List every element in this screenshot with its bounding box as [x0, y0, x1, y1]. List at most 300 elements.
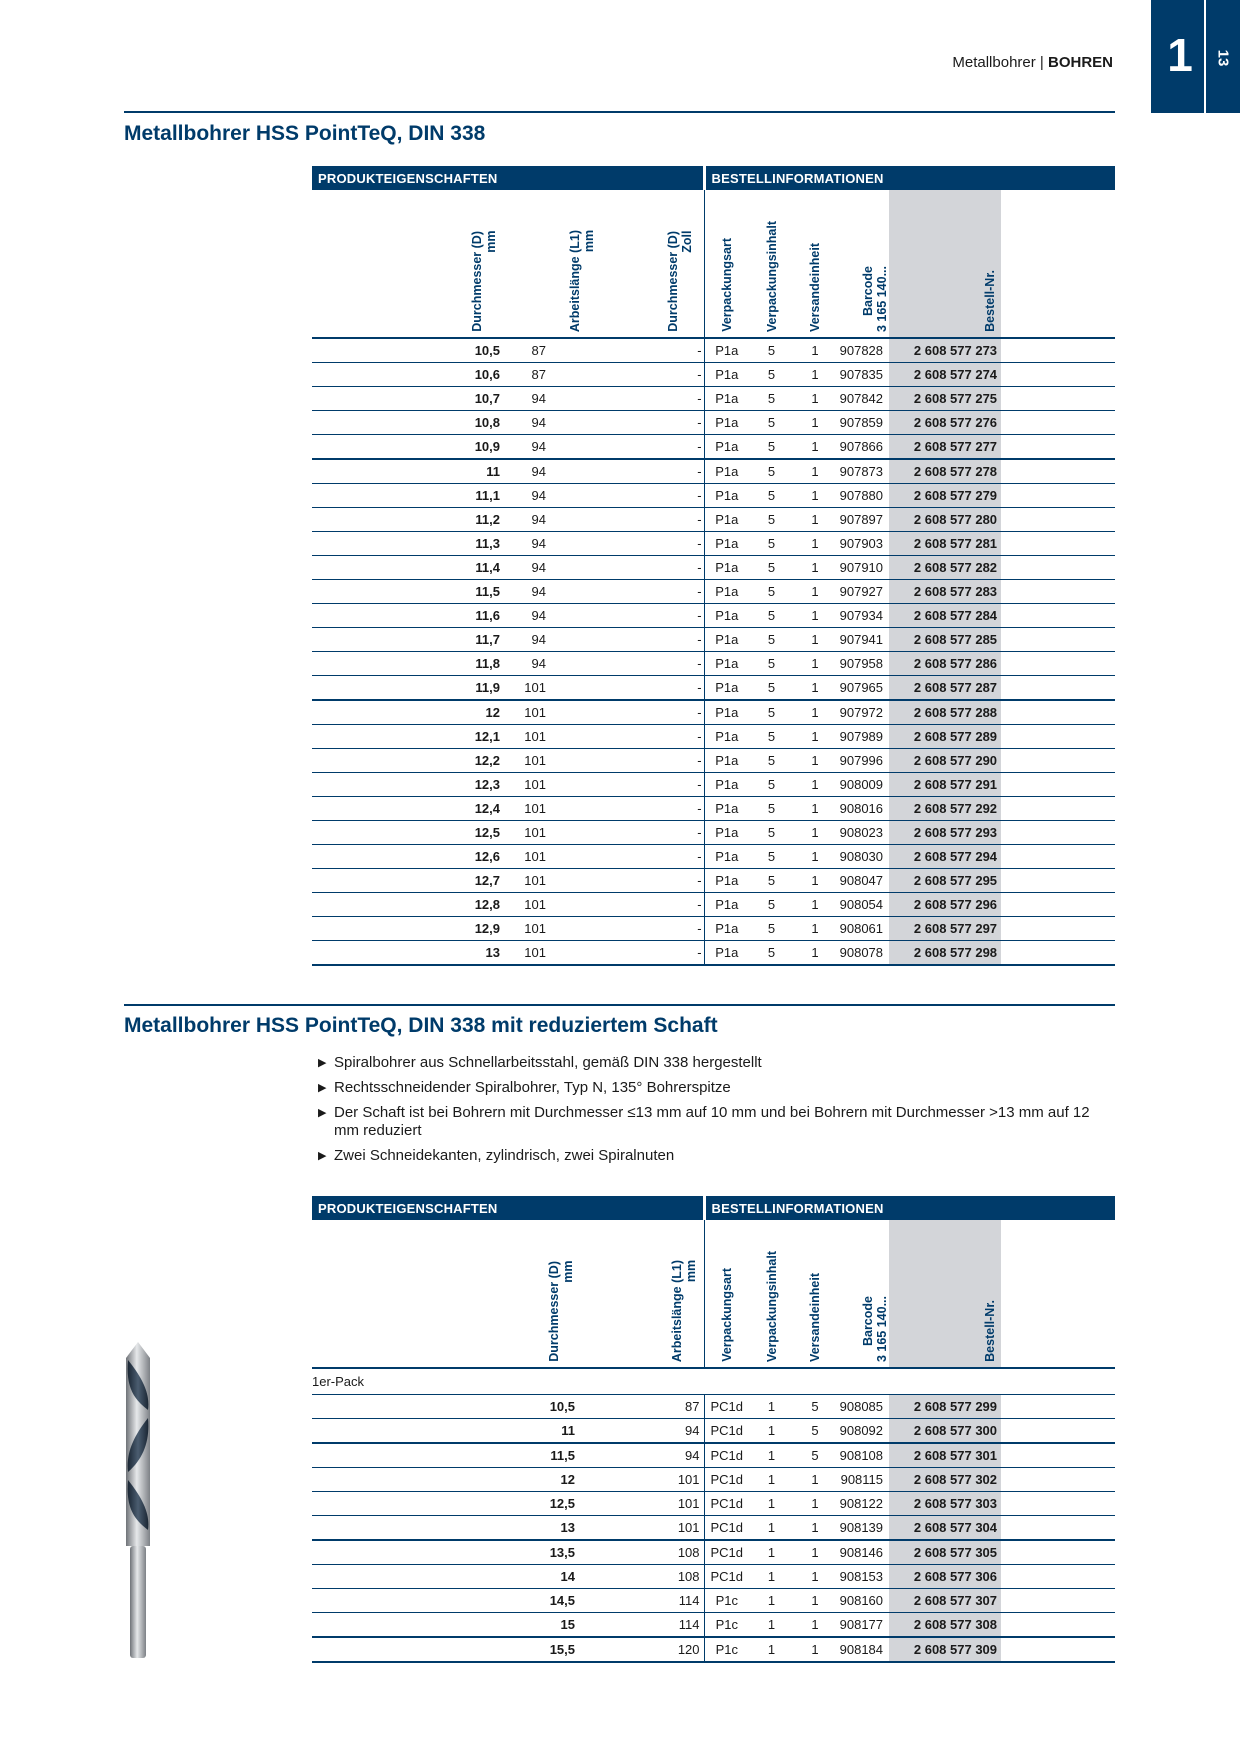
- table-cell: -: [606, 338, 704, 363]
- table-cell: 5: [749, 941, 794, 966]
- column-header: [587, 1220, 704, 1368]
- feature-item: [316, 1104, 1116, 1140]
- feature-item: [316, 1054, 1116, 1072]
- table-cell: 11,1: [312, 484, 508, 508]
- table-row: [312, 1516, 1115, 1541]
- table-row: [312, 1492, 1115, 1516]
- table-row: [312, 628, 1115, 652]
- table-cell: 94: [508, 604, 606, 628]
- table-cell: 908078: [836, 941, 889, 966]
- table-cell: 12,9: [312, 917, 508, 941]
- section-rule: [124, 111, 1115, 113]
- table-cell: 10,6: [312, 363, 508, 387]
- running-header: [952, 54, 1113, 71]
- table-cell: 907927: [836, 580, 889, 604]
- band-bestellinformationen: BESTELLINFORMATIONEN: [704, 1196, 1115, 1220]
- table-cell: P1a: [704, 893, 749, 917]
- table-row: [312, 725, 1115, 749]
- table-cell: 101: [508, 725, 606, 749]
- table-cell: 5: [749, 773, 794, 797]
- table-cell: -: [606, 459, 704, 484]
- table-cell: 2 608 577 285: [889, 628, 1001, 652]
- column-header-label: [765, 1245, 779, 1362]
- table-cell: 2 608 577 284: [889, 604, 1001, 628]
- table-cell: P1a: [704, 628, 749, 652]
- table-cell: P1a: [704, 580, 749, 604]
- column-header-line: mm: [683, 1259, 698, 1283]
- table-cell: 94: [508, 628, 606, 652]
- table-row: [312, 411, 1115, 435]
- table-cell: P1a: [704, 652, 749, 676]
- column-header-line: Durchmesser (D): [665, 231, 680, 332]
- band-bestellinformationen: BESTELLINFORMATIONEN: [704, 166, 1115, 190]
- table-cell: 2 608 577 297: [889, 917, 1001, 941]
- table-cell: -: [606, 435, 704, 460]
- table-cell: 11,3: [312, 532, 508, 556]
- table-cell: P1a: [704, 338, 749, 363]
- row-filler: [1001, 1395, 1115, 1419]
- table-cell: 101: [508, 941, 606, 966]
- table-cell: 2 608 577 309: [889, 1637, 1001, 1662]
- table-cell: 1: [749, 1613, 794, 1638]
- table-cell: 1: [794, 773, 836, 797]
- table-cell: 907910: [836, 556, 889, 580]
- table-cell: 2 608 577 279: [889, 484, 1001, 508]
- table-cell: 2 608 577 295: [889, 869, 1001, 893]
- page-number: 13: [1214, 49, 1232, 67]
- table-cell: PC1d: [704, 1492, 749, 1516]
- table-cell: 907996: [836, 749, 889, 773]
- table-cell: 1: [794, 556, 836, 580]
- table-cell: 12,1: [312, 725, 508, 749]
- column-header: [704, 1220, 749, 1368]
- column-header-line: Verpackungsinhalt: [764, 220, 779, 332]
- table-cell: P1c: [704, 1589, 749, 1613]
- row-filler: [1001, 580, 1115, 604]
- column-header: [704, 190, 749, 338]
- column-header-line: Versandeinheit: [808, 1273, 823, 1362]
- feature-text: Zwei Schneidekanten, zylindrisch, zwei Spiralnuten: [334, 1147, 675, 1164]
- table-cell: -: [606, 532, 704, 556]
- table-cell: 2 608 577 277: [889, 435, 1001, 460]
- table-cell: 11: [312, 459, 508, 484]
- row-filler: [1001, 1419, 1115, 1444]
- table-cell: 1: [794, 941, 836, 966]
- header-category: Metallbohrer: [952, 54, 1036, 71]
- row-filler: [1001, 1613, 1115, 1638]
- table-cell: 1: [749, 1395, 794, 1419]
- table-cell: 5: [749, 700, 794, 725]
- table-cell: 1: [794, 604, 836, 628]
- row-filler: [1001, 532, 1115, 556]
- column-header: [836, 1220, 889, 1368]
- column-header-line: Arbeitslänge (L1): [568, 229, 582, 332]
- table-cell: 5: [749, 484, 794, 508]
- column-header-label: [765, 215, 779, 332]
- table-cell: -: [606, 652, 704, 676]
- table-cell: 2 608 577 304: [889, 1516, 1001, 1541]
- table-cell: 907989: [836, 725, 889, 749]
- table-cell: P1a: [704, 604, 749, 628]
- table-cell: 907897: [836, 508, 889, 532]
- table-cell: PC1d: [704, 1565, 749, 1589]
- bullet-arrow-icon: ▶: [318, 1107, 327, 1119]
- band-produkteigenschaften: PRODUKTEIGENSCHAFTEN: [312, 166, 704, 190]
- row-filler: [1001, 1492, 1115, 1516]
- table-cell: 1: [794, 725, 836, 749]
- column-header-line: Durchmesser (D): [547, 1261, 561, 1362]
- section-title: Metallbohrer HSS PointTeQ, DIN 338 mit reduziertem Schaft: [124, 1014, 718, 1037]
- table-cell: 5: [749, 338, 794, 363]
- band-produkteigenschaften: PRODUKTEIGENSCHAFTEN: [312, 1196, 704, 1220]
- table-cell: 108: [587, 1540, 704, 1565]
- column-header: [794, 1220, 836, 1368]
- table-cell: P1a: [704, 700, 749, 725]
- table-cell: 908009: [836, 773, 889, 797]
- table-cell: P1a: [704, 508, 749, 532]
- table-cell: P1c: [704, 1613, 749, 1638]
- bullet-arrow-icon: ▶: [318, 1150, 327, 1162]
- table-row: [312, 1443, 1115, 1468]
- table-cell: 1: [794, 435, 836, 460]
- table-cell: -: [606, 700, 704, 725]
- table-cell: 5: [749, 363, 794, 387]
- column-header: [889, 190, 1001, 338]
- table-row: [312, 580, 1115, 604]
- row-filler: [1001, 773, 1115, 797]
- table-cell: 1: [749, 1443, 794, 1468]
- table-cell: 1: [794, 508, 836, 532]
- page-number-tab: [1206, 0, 1240, 113]
- table-cell: -: [606, 676, 704, 701]
- table-cell: 101: [508, 917, 606, 941]
- table-cell: P1a: [704, 676, 749, 701]
- table-cell: P1a: [704, 387, 749, 411]
- table-cell: 907972: [836, 700, 889, 725]
- column-header-label: [983, 264, 997, 332]
- table-cell: 2 608 577 292: [889, 797, 1001, 821]
- table-row: [312, 700, 1115, 725]
- table-cell: 5: [749, 435, 794, 460]
- table-cell: 908122: [836, 1492, 889, 1516]
- table-cell: 5: [749, 508, 794, 532]
- table-row: [312, 917, 1115, 941]
- column-header-label: [861, 1290, 889, 1362]
- table-cell: 2 608 577 274: [889, 363, 1001, 387]
- table-cell: 12,5: [312, 821, 508, 845]
- table-cell: P1a: [704, 773, 749, 797]
- row-filler: [1001, 1468, 1115, 1492]
- table-cell: 114: [587, 1589, 704, 1613]
- table-cell: 1: [794, 1540, 836, 1565]
- header-separator: |: [1035, 54, 1048, 71]
- table-cell: -: [606, 556, 704, 580]
- table-cell: P1a: [704, 459, 749, 484]
- row-filler: [1001, 459, 1115, 484]
- table-cell: 5: [749, 628, 794, 652]
- section-rule: [124, 1004, 1115, 1006]
- feature-item: [316, 1147, 1116, 1165]
- column-header: [889, 1220, 1001, 1368]
- chapter-number: 1: [1167, 29, 1193, 81]
- table-cell: PC1d: [704, 1395, 749, 1419]
- row-filler: [1001, 725, 1115, 749]
- table-cell: 1: [794, 628, 836, 652]
- table-cell: 1: [794, 845, 836, 869]
- row-filler: [1001, 797, 1115, 821]
- header-filler: [1001, 190, 1115, 338]
- row-filler: [1001, 869, 1115, 893]
- table-row: [312, 941, 1115, 966]
- table-cell: 12,2: [312, 749, 508, 773]
- row-filler: [1001, 363, 1115, 387]
- column-header: [312, 190, 508, 338]
- table-cell: P1a: [704, 725, 749, 749]
- table-cell: 1: [794, 1516, 836, 1541]
- table-row: [312, 652, 1115, 676]
- table-cell: 2 608 577 280: [889, 508, 1001, 532]
- table-cell: 11,8: [312, 652, 508, 676]
- table-cell: 907958: [836, 652, 889, 676]
- table-cell: 1: [794, 652, 836, 676]
- table-cell: 908108: [836, 1443, 889, 1468]
- column-header-line: Zoll: [679, 231, 694, 254]
- table-cell: 2 608 577 293: [889, 821, 1001, 845]
- table-cell: P1a: [704, 749, 749, 773]
- table-cell: 101: [508, 797, 606, 821]
- table-cell: -: [606, 628, 704, 652]
- column-header-label: [720, 232, 734, 332]
- row-filler: [1001, 508, 1115, 532]
- table-row: [312, 1565, 1115, 1589]
- table-row: [312, 459, 1115, 484]
- table-cell: 11: [312, 1419, 587, 1444]
- row-filler: [1001, 338, 1115, 363]
- column-header-label: [983, 1294, 997, 1362]
- table-cell: 10,7: [312, 387, 508, 411]
- table-cell: P1a: [704, 532, 749, 556]
- table-cell: 87: [587, 1395, 704, 1419]
- table-cell: PC1d: [704, 1516, 749, 1541]
- table-cell: 94: [587, 1419, 704, 1444]
- table-cell: 1: [794, 1589, 836, 1613]
- table-cell: 10,9: [312, 435, 508, 460]
- row-filler: [1001, 700, 1115, 725]
- column-header-line: 3 165 140...: [875, 1295, 890, 1362]
- table-cell: 1: [794, 917, 836, 941]
- table-cell: 114: [587, 1613, 704, 1638]
- column-header-label: [808, 237, 822, 332]
- table-cell: 5: [749, 821, 794, 845]
- table-cell: -: [606, 845, 704, 869]
- table-row: [312, 749, 1115, 773]
- table-cell: 2 608 577 273: [889, 338, 1001, 363]
- group-label: 1er-Pack: [312, 1368, 1115, 1395]
- row-filler: [1001, 1516, 1115, 1541]
- table-cell: P1c: [704, 1637, 749, 1662]
- row-filler: [1001, 917, 1115, 941]
- table-row: [312, 363, 1115, 387]
- column-header-label: [808, 1267, 822, 1362]
- table-cell: -: [606, 941, 704, 966]
- column-header-label: [470, 225, 498, 332]
- table-cell: 2 608 577 298: [889, 941, 1001, 966]
- table-cell: 87: [508, 363, 606, 387]
- table-cell: 11,7: [312, 628, 508, 652]
- product-table-1: [312, 166, 1115, 966]
- column-header: [836, 190, 889, 338]
- table-cell: 1: [794, 676, 836, 701]
- column-header: [312, 1220, 587, 1368]
- table-cell: 2 608 577 300: [889, 1419, 1001, 1444]
- table-cell: 908177: [836, 1613, 889, 1638]
- table-cell: 1: [794, 1613, 836, 1638]
- column-header-label: [547, 1255, 575, 1362]
- table-cell: 94: [508, 652, 606, 676]
- column-header-label: [861, 260, 889, 332]
- table-cell: -: [606, 580, 704, 604]
- table-row: [312, 508, 1115, 532]
- table-cell: 12,5: [312, 1492, 587, 1516]
- table-cell: 101: [508, 700, 606, 725]
- table-cell: 907941: [836, 628, 889, 652]
- table-row: [312, 1637, 1115, 1662]
- table-cell: 1: [794, 700, 836, 725]
- table-cell: 2 608 577 301: [889, 1443, 1001, 1468]
- table-cell: 908092: [836, 1419, 889, 1444]
- table-cell: 908061: [836, 917, 889, 941]
- table-cell: 908030: [836, 845, 889, 869]
- table-row: [312, 338, 1115, 363]
- table-cell: 1: [794, 797, 836, 821]
- bullet-arrow-icon: ▶: [318, 1057, 327, 1069]
- table-cell: 11,9: [312, 676, 508, 701]
- table-cell: 907835: [836, 363, 889, 387]
- table-cell: 101: [508, 893, 606, 917]
- column-header-line: Verpackungsart: [719, 238, 734, 332]
- row-filler: [1001, 941, 1115, 966]
- table-row: [312, 821, 1115, 845]
- table-cell: 101: [587, 1492, 704, 1516]
- table-cell: 1: [794, 484, 836, 508]
- table-cell: -: [606, 773, 704, 797]
- table-cell: 14,5: [312, 1589, 587, 1613]
- table-cell: 907873: [836, 459, 889, 484]
- table-cell: 1: [794, 387, 836, 411]
- table-cell: 5: [794, 1443, 836, 1468]
- table-cell: 2 608 577 283: [889, 580, 1001, 604]
- table-row: [312, 797, 1115, 821]
- row-filler: [1001, 845, 1115, 869]
- table-cell: 11,6: [312, 604, 508, 628]
- table-cell: 5: [749, 459, 794, 484]
- table-cell: -: [606, 387, 704, 411]
- table-cell: 13,5: [312, 1540, 587, 1565]
- table-cell: P1a: [704, 484, 749, 508]
- table-cell: 12,8: [312, 893, 508, 917]
- table-cell: 2 608 577 276: [889, 411, 1001, 435]
- table-row: [312, 604, 1115, 628]
- table-cell: 13: [312, 941, 508, 966]
- table-cell: 908054: [836, 893, 889, 917]
- table-cell: 908085: [836, 1395, 889, 1419]
- table-cell: 2 608 577 307: [889, 1589, 1001, 1613]
- table-cell: -: [606, 821, 704, 845]
- table-cell: 5: [749, 749, 794, 773]
- table-cell: 5: [749, 387, 794, 411]
- table-cell: 10,5: [312, 338, 508, 363]
- table-cell: 1: [794, 338, 836, 363]
- table-row: [312, 1589, 1115, 1613]
- table-row: [312, 387, 1115, 411]
- table-cell: -: [606, 725, 704, 749]
- table-cell: PC1d: [704, 1443, 749, 1468]
- table-cell: 87: [508, 338, 606, 363]
- column-header-label: [720, 1262, 734, 1362]
- table-cell: 12,3: [312, 773, 508, 797]
- table-cell: 1: [749, 1419, 794, 1444]
- table-cell: 907880: [836, 484, 889, 508]
- table-cell: 2 608 577 308: [889, 1613, 1001, 1638]
- table-cell: 907859: [836, 411, 889, 435]
- table-cell: 11,2: [312, 508, 508, 532]
- table-cell: 1: [794, 411, 836, 435]
- feature-item: [316, 1079, 1116, 1097]
- table-cell: P1a: [704, 821, 749, 845]
- column-header-line: Durchmesser (D): [470, 231, 484, 332]
- table-cell: 5: [749, 532, 794, 556]
- row-filler: [1001, 435, 1115, 460]
- table-cell: 12,6: [312, 845, 508, 869]
- feature-text: Spiralbohrer aus Schnellarbeitsstahl, gemäß DIN 338 hergestellt: [334, 1054, 762, 1071]
- table-cell: 101: [587, 1468, 704, 1492]
- table-cell: 2 608 577 302: [889, 1468, 1001, 1492]
- table-cell: 1: [794, 1492, 836, 1516]
- header-filler: [1001, 1220, 1115, 1368]
- table-cell: P1a: [704, 869, 749, 893]
- table-cell: 101: [508, 845, 606, 869]
- table-cell: 2 608 577 303: [889, 1492, 1001, 1516]
- column-header-line: Barcode: [861, 265, 876, 316]
- row-filler: [1001, 556, 1115, 580]
- row-filler: [1001, 821, 1115, 845]
- table-cell: 101: [508, 869, 606, 893]
- table-row: [312, 1613, 1115, 1638]
- table-cell: 2 608 577 296: [889, 893, 1001, 917]
- table-cell: 11,5: [312, 1443, 587, 1468]
- table-cell: 2 608 577 289: [889, 725, 1001, 749]
- table-cell: 908139: [836, 1516, 889, 1541]
- column-header-line: 3 165 140...: [875, 265, 890, 332]
- table-cell: -: [606, 411, 704, 435]
- column-header: [749, 190, 794, 338]
- table-row: [312, 869, 1115, 893]
- table-cell: 1: [749, 1540, 794, 1565]
- table-cell: 2 608 577 294: [889, 845, 1001, 869]
- table-cell: -: [606, 604, 704, 628]
- table-cell: 1: [794, 1565, 836, 1589]
- table-band: [312, 166, 1115, 190]
- column-header-line: Versandeinheit: [808, 243, 823, 332]
- row-filler: [1001, 893, 1115, 917]
- table-cell: 13: [312, 1516, 587, 1541]
- table-cell: 1: [794, 893, 836, 917]
- row-filler: [1001, 1589, 1115, 1613]
- table-cell: 1: [749, 1637, 794, 1662]
- table-cell: 2 608 577 286: [889, 652, 1001, 676]
- table-cell: 2 608 577 275: [889, 387, 1001, 411]
- table-cell: 2 608 577 287: [889, 676, 1001, 701]
